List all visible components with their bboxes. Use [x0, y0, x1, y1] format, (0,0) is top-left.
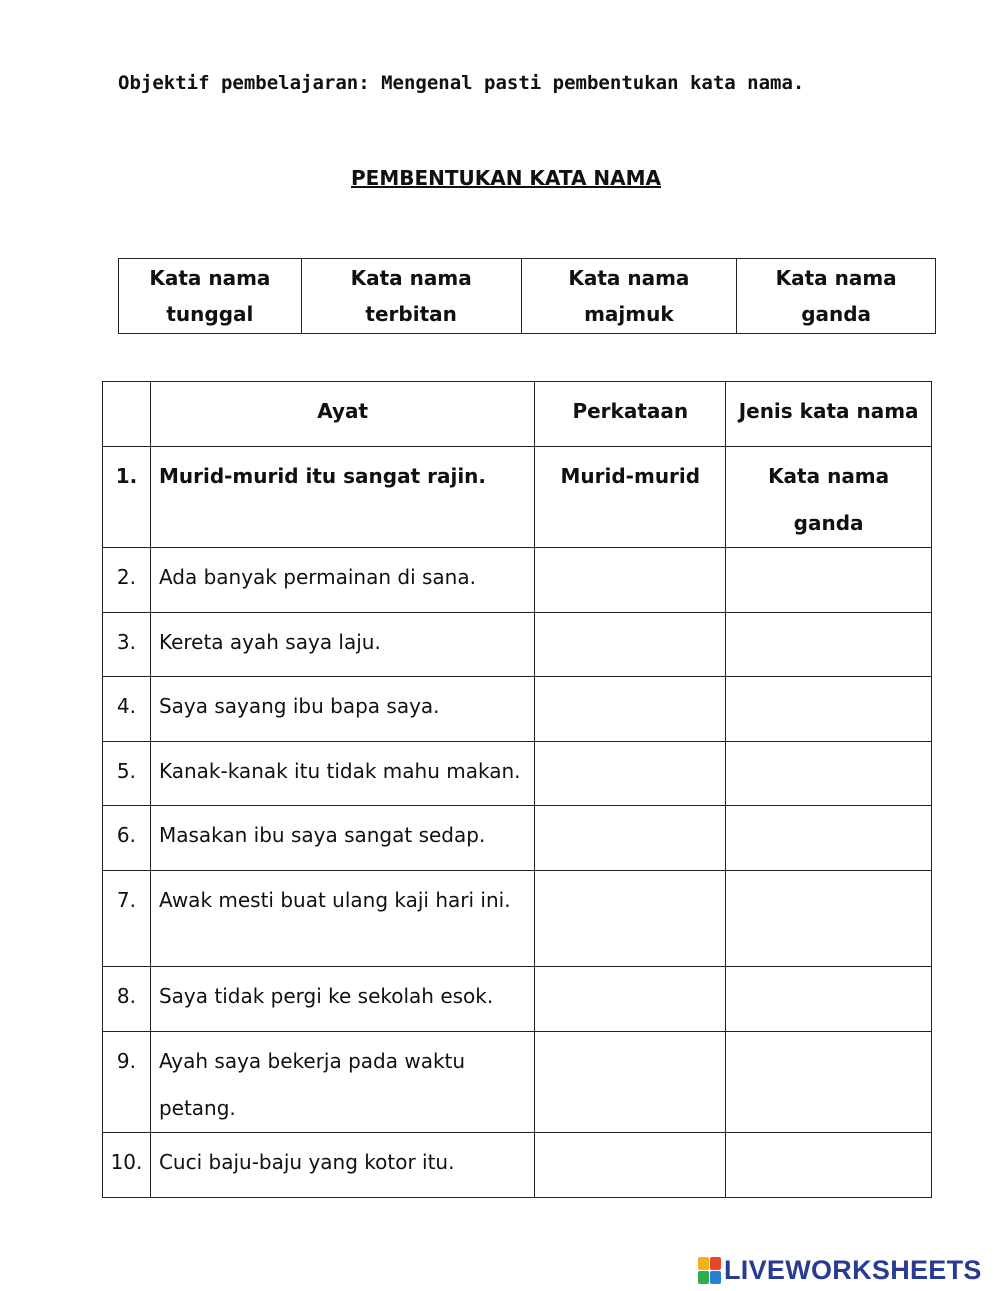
table-row [103, 806, 932, 871]
logo-text: LIVEWORKSHEETS [724, 1254, 982, 1285]
answer-word-cell[interactable] [535, 1133, 726, 1198]
answer-type-cell[interactable] [726, 967, 932, 1032]
answer-type-cell[interactable] [726, 871, 932, 967]
row-sentence: Kanak-kanak itu tidak mahu makan. [150, 742, 534, 806]
answer-word-cell[interactable] [535, 677, 726, 742]
answer-word-cell[interactable] [535, 967, 726, 1032]
row-sentence: Saya sayang ibu bapa saya. [150, 677, 534, 742]
answer-type-cell[interactable] [726, 742, 932, 806]
logo-tile [710, 1257, 721, 1270]
page-title: PEMBENTUKAN KATA NAMA [351, 166, 661, 190]
row-sentence: Murid-murid itu sangat rajin. [150, 447, 534, 548]
row-sentence: Masakan ibu saya sangat sedap. [150, 806, 534, 871]
answer-word-cell[interactable] [535, 871, 726, 967]
exercise-table [102, 381, 932, 1198]
table-row [103, 742, 932, 806]
row-number: 4. [103, 677, 151, 742]
table-row [103, 613, 932, 677]
row-number: 10. [103, 1133, 151, 1198]
table-row [103, 871, 932, 967]
table-header [103, 382, 932, 447]
row-number: 9. [103, 1032, 151, 1133]
header-type: Jenis kata nama [726, 382, 932, 447]
answer-word-cell[interactable] [535, 1032, 726, 1133]
noun-type-ganda[interactable]: Kata nama ganda [737, 259, 936, 334]
answer-word-cell[interactable]: Murid-murid [535, 447, 726, 548]
table-row [103, 1032, 932, 1133]
table-row [103, 1133, 932, 1198]
row-sentence: Saya tidak pergi ke sekolah esok. [150, 967, 534, 1032]
answer-type-cell[interactable] [726, 1032, 932, 1133]
learning-objective: Objektif pembelajaran: Mengenal pasti pembentukan kata nama. [118, 72, 805, 94]
answer-word-cell[interactable] [535, 806, 726, 871]
noun-type-majmuk[interactable]: Kata nama majmuk [521, 259, 737, 334]
liveworksheets-logo-icon [698, 1257, 720, 1283]
table-row [103, 548, 932, 613]
answer-type-cell[interactable] [726, 613, 932, 677]
noun-types-table [118, 258, 936, 334]
row-number: 7. [103, 871, 151, 967]
row-number: 2. [103, 548, 151, 613]
noun-type-tunggal[interactable]: Kata nama tunggal [119, 259, 302, 334]
row-number: 5. [103, 742, 151, 806]
answer-type-cell[interactable] [726, 806, 932, 871]
row-sentence: Kereta ayah saya laju. [150, 613, 534, 677]
answer-word-cell[interactable] [535, 613, 726, 677]
table-row [103, 967, 932, 1032]
noun-type-terbitan[interactable]: Kata nama terbitan [301, 259, 521, 334]
header-sentence: Ayat [150, 382, 534, 447]
header-word: Perkataan [535, 382, 726, 447]
answer-word-cell[interactable] [535, 742, 726, 806]
answer-type-cell[interactable] [726, 548, 932, 613]
row-sentence: Awak mesti buat ulang kaji hari ini. [150, 871, 534, 967]
row-number: 6. [103, 806, 151, 871]
answer-word-cell[interactable] [535, 548, 726, 613]
answer-type-cell[interactable] [726, 677, 932, 742]
logo-tile [698, 1271, 709, 1284]
row-sentence: Cuci baju-baju yang kotor itu. [150, 1133, 534, 1198]
row-number: 3. [103, 613, 151, 677]
answer-type-cell[interactable]: Kata nama ganda [726, 447, 932, 548]
table-row [103, 677, 932, 742]
answer-type-cell[interactable] [726, 1133, 932, 1198]
table-row [103, 447, 932, 548]
logo-tile [710, 1271, 721, 1284]
row-number: 8. [103, 967, 151, 1032]
row-sentence: Ada banyak permainan di sana. [150, 548, 534, 613]
row-sentence: Ayah saya bekerja pada waktu petang. [150, 1032, 534, 1133]
logo-tile [698, 1257, 709, 1270]
liveworksheets-logo[interactable] [698, 1253, 982, 1287]
row-number: 1. [103, 447, 151, 548]
header-number [103, 382, 151, 447]
